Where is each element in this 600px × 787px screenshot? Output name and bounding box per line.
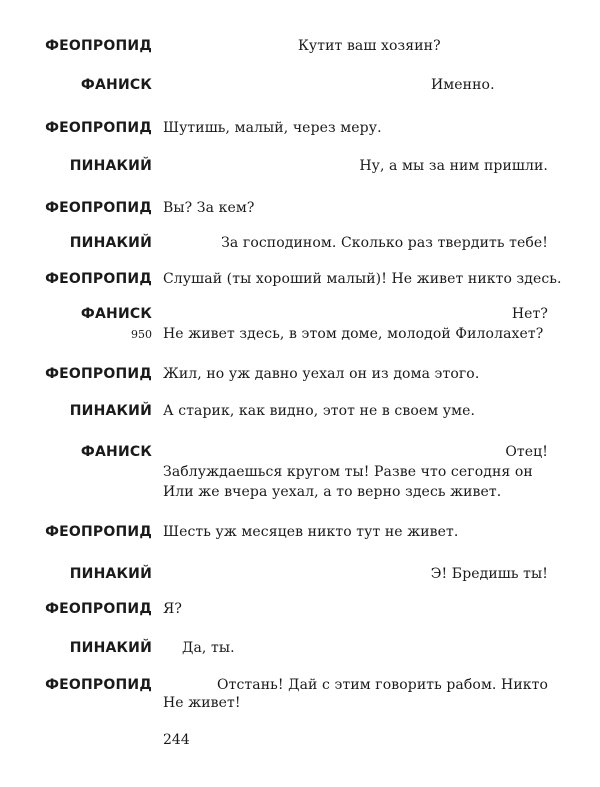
line-text: Шутишь, малый, через меру. xyxy=(163,120,382,136)
dialogue-line xyxy=(0,366,600,388)
line-text: Заблуждаешься кругом ты! Разве что сегодня он xyxy=(163,464,533,480)
speaker-name: ПИНАКИЙ xyxy=(69,158,152,174)
dialogue-line xyxy=(0,464,600,486)
dialogue-line xyxy=(0,158,600,180)
line-text: Ну, а мы за ним пришли. xyxy=(359,158,548,174)
dialogue-line xyxy=(0,306,600,328)
line-text: Не живет! xyxy=(163,695,241,711)
speaker-name: ФЕОПРОПИД xyxy=(45,120,152,136)
line-text: Кутит ваш хозяин? xyxy=(298,38,441,54)
dialogue-line xyxy=(0,235,600,257)
dialogue-line xyxy=(0,403,600,425)
dialogue-line xyxy=(0,566,600,588)
line-text: Нет? xyxy=(511,306,548,322)
speaker-name: ФЕОПРОПИД xyxy=(45,200,152,216)
speaker-name: ФЕОПРОПИД xyxy=(45,601,152,617)
line-text: Отец! xyxy=(505,444,548,460)
speaker-name: ФАНИСК xyxy=(80,444,152,460)
dialogue-line xyxy=(0,38,600,60)
line-text: Шесть уж месяцев никто тут не живет. xyxy=(163,524,459,540)
speaker-name: ФЕОПРОПИД xyxy=(45,677,152,693)
speaker-name: ФАНИСК xyxy=(80,77,152,93)
line-number: 950 xyxy=(131,328,152,341)
line-text: Жил, но уж давно уехал он из дома этого. xyxy=(163,366,480,382)
dialogue-line xyxy=(0,120,600,142)
dialogue-line xyxy=(0,326,600,348)
line-text: Именно. xyxy=(431,77,495,93)
line-text: Э! Бредишь ты! xyxy=(430,566,548,582)
dialogue-line xyxy=(0,200,600,222)
speaker-name: ПИНАКИЙ xyxy=(69,403,152,419)
speaker-name: ФЕОПРОПИД xyxy=(45,524,152,540)
dialogue-line xyxy=(0,640,600,662)
line-text: Да, ты. xyxy=(182,640,235,656)
speaker-name: ФЕОПРОПИД xyxy=(45,271,152,287)
line-text: А старик, как видно, этот не в своем уме. xyxy=(163,403,476,419)
speaker-name: ФАНИСК xyxy=(80,306,152,322)
line-text: Вы? За кем? xyxy=(163,200,255,216)
dialogue-line xyxy=(0,77,600,99)
line-text: Или же вчера уехал, а то верно здесь живет. xyxy=(163,484,502,500)
speaker-name: ФЕОПРОПИД xyxy=(45,366,152,382)
dialogue-line xyxy=(0,524,600,546)
speaker-name: ПИНАКИЙ xyxy=(69,640,152,656)
line-text: Отстань! Дай с этим говорить рабом. Никто xyxy=(217,677,548,693)
dialogue-line xyxy=(0,601,600,623)
dialogue-line xyxy=(0,484,600,506)
page-number: 244 xyxy=(163,732,190,748)
dialogue-line xyxy=(0,695,600,717)
dialogue-line xyxy=(0,444,600,466)
speaker-name: ПИНАКИЙ xyxy=(69,566,152,582)
line-text: За господином. Сколько раз твердить тебе! xyxy=(221,235,548,251)
line-text: Не живет здесь, в этом доме, молодой Филолахет? xyxy=(163,326,544,342)
dialogue-line xyxy=(0,271,600,293)
speaker-name: ФЕОПРОПИД xyxy=(45,38,152,54)
speaker-name: ПИНАКИЙ xyxy=(69,235,152,251)
line-text: Я? xyxy=(163,601,183,617)
line-text: Слушай (ты хороший малый)! Не живет никто здесь. xyxy=(163,271,562,287)
